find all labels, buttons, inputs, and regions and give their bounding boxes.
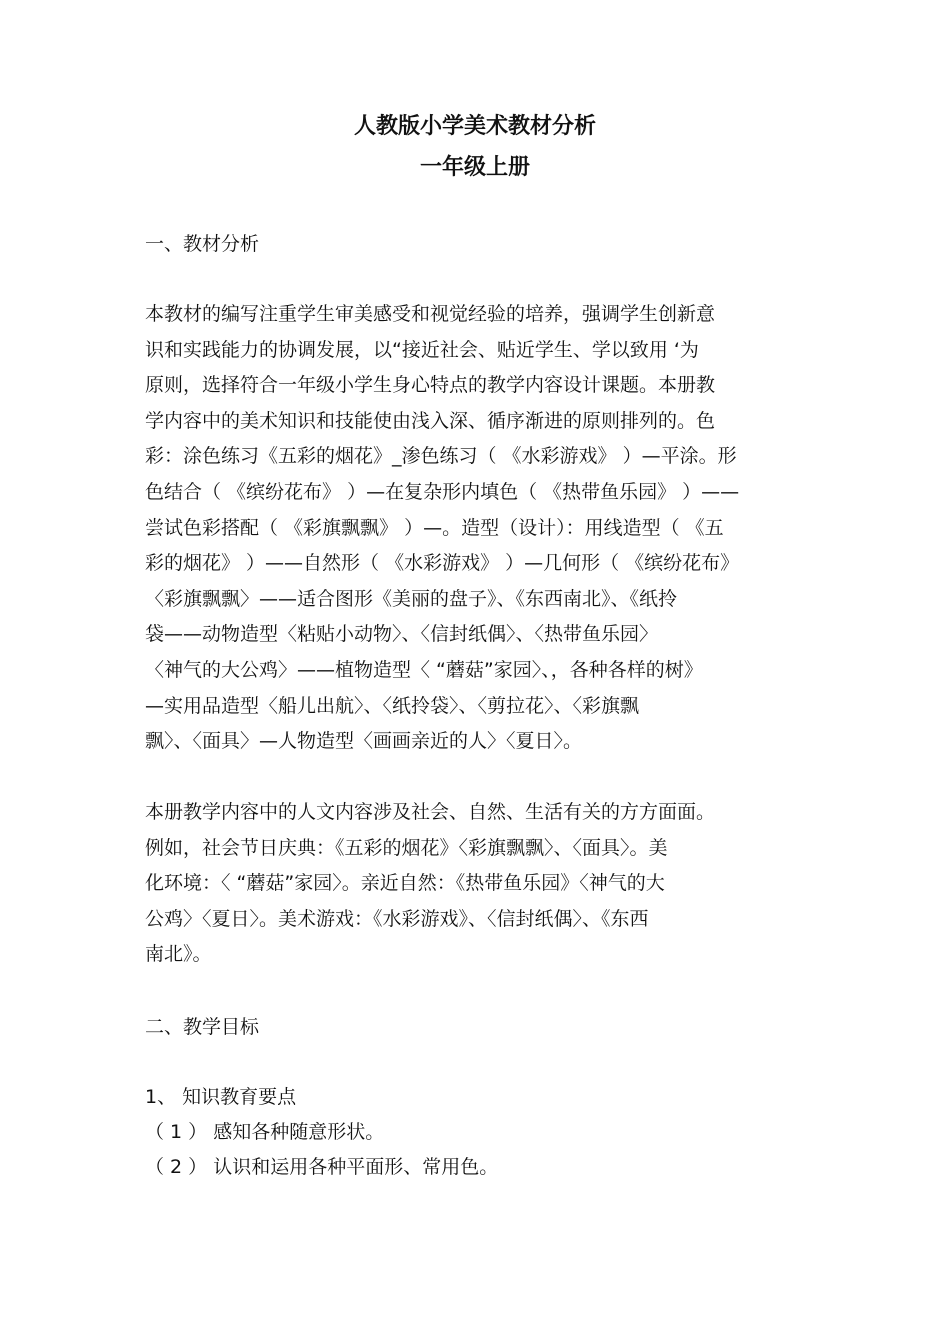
paragraph-line: 学内容中的美术知识和技能使由浅入深、循序渐进的原则排列的。色 — [145, 409, 716, 432]
paragraph-line: 南北》。 — [145, 943, 212, 966]
list-item: （ 1 ） 感知各种随意形状。 — [145, 1121, 385, 1143]
paragraph-humanities-content — [145, 795, 815, 973]
list-item: （ 2 ） 认识和运用各种平面形、常用色。 — [145, 1156, 499, 1178]
paragraph-teaching-content — [145, 297, 815, 760]
paragraph-line: 袋——动物造型〈粘贴小动物〉、〈信封纸偶〉、〈热带鱼乐园〉 — [145, 623, 659, 646]
paragraph-line: 本册教学内容中的人文内容涉及社会、自然、生活有关的方方面面。 — [145, 801, 716, 823]
paragraph-line: 色结合（ 《缤纷花布》 ）—在复杂形内填色（ 《热带鱼乐园》 ）—— — [145, 480, 740, 503]
paragraph-line: 公鸡〉〈夏日〉。美术游戏：《水彩游戏》、〈信封纸偶〉、《东西 — [145, 907, 649, 930]
paragraph-line: 〈彩旗飘飘〉——适合图形《美丽的盘子》、《东西南北》、《纸拎 — [145, 587, 678, 610]
paragraph-line: 彩：涂色练习《五彩的烟花》_渗色练习（ 《水彩游戏》 ）—平涂。形 — [145, 445, 737, 468]
paragraph-line: 识和实践能力的协调发展，以“接近社会、贴近学生、学以致用 ‘为 — [145, 338, 699, 361]
paragraph-line: 化环境：〈 “蘑菇”家园〉。亲近自然：《热带鱼乐园》〈神气的大 — [145, 872, 665, 895]
paragraph-line: 飘〉、〈面具〉—人物造型〈画画亲近的人〉〈夏日〉。 — [145, 730, 583, 753]
paragraph-line: 原则，选择符合一年级小学生身心特点的教学内容设计课题。本册教 — [145, 374, 716, 397]
section-heading-teaching-goals: 二、教学目标 — [145, 1016, 260, 1038]
paragraph-line: 本教材的编写注重学生审美感受和视觉经验的培养，强调学生创新意 — [145, 303, 716, 325]
knowledge-points-list — [145, 1080, 815, 1185]
paragraph-line: 彩的烟花》 ）——自然形（ 《水彩游戏》 ）—几何形（ 《缤纷花布》 — [145, 552, 740, 575]
paragraph-line: 尝试色彩搭配（ 《彩旗飘飘》 ）—。造型（设计）：用线造型（ 《五 — [145, 516, 724, 539]
document-title: 人教版小学美术教材分析 — [353, 114, 596, 139]
section-heading-materials-analysis: 一、教材分析 — [145, 233, 260, 255]
document-subtitle: 一年级上册 — [419, 155, 530, 180]
paragraph-line: 例如，社会节日庆典：《五彩的烟花》〈彩旗飘飘〉、〈面具〉。美 — [145, 836, 668, 859]
paragraph-line: —实用品造型〈船儿出航〉、〈纸拎袋〉、〈剪拉花〉、〈彩旗飘 — [145, 694, 640, 717]
subsection-heading-knowledge: 1、 知识教育要点 — [145, 1086, 297, 1108]
paragraph-line: 〈神气的大公鸡〉——植物造型〈 “蘑菇”家园〉、，各种各样的树》 — [145, 658, 703, 681]
